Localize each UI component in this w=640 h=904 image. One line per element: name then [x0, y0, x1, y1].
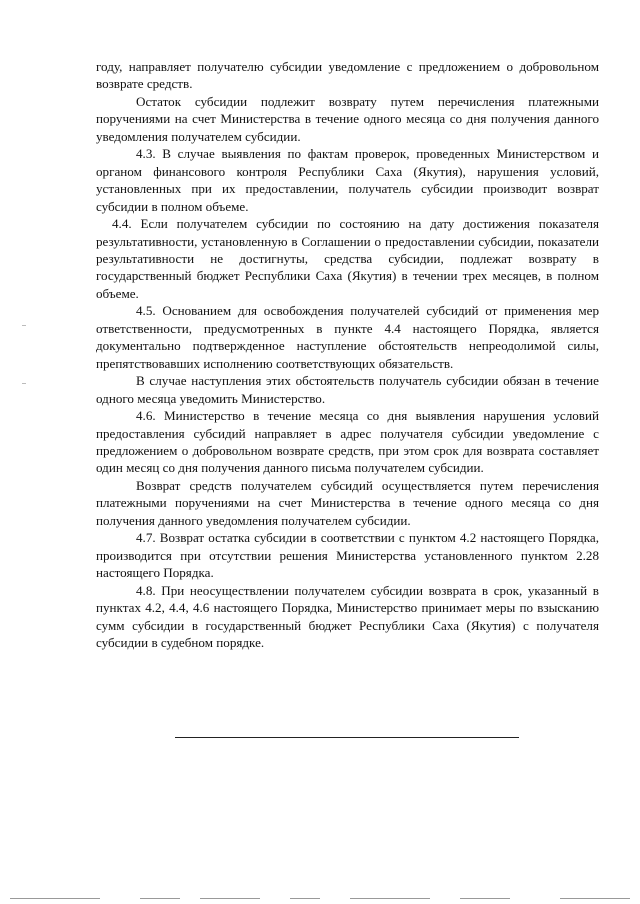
paragraph-4-6-return: Возврат средств получателем субсидий осуществляется путем перечисления платежными поручениями на счет Министерства в течение одного месяца со дня получения данного уведомления получателем субсидии.: [96, 477, 599, 528]
paragraph-4-5-notice: В случае наступления этих обстоятельств получатель субсидии обязан в течение одного месяца уведомить Министерство.: [96, 373, 599, 406]
scan-margin-mark: [22, 325, 26, 326]
scan-margin-mark: [22, 383, 26, 384]
document-body: [96, 58, 599, 651]
paragraph-4-4: 4.4. Если получателем субсидии по состоянию на дату достижения показателя результативности, установленную в Соглашении о предоставлении субсидии, показатели результативности не достигнуты, средства субсидии, подлежат возврату в государственный бюджет Республики Саха (Якутия) в течении трех месяцев, в полном объеме.: [96, 216, 599, 301]
scan-bottom-edge: [0, 898, 640, 900]
paragraph-4-3: 4.3. В случае выявления по фактам проверок, проведенных Министерством и органом финансового контроля Республики Саха (Якутия), нарушения условий, установленных при их предоставлении, получатель субсидии производит возврат субсидии в полном объеме.: [96, 146, 599, 214]
paragraph-4-7: 4.7. Возврат остатка субсидии в соответствии с пунктом 4.2 настоящего Порядка, производится при отсутствии решения Министерства установленного пунктом 2.28 настоящего Порядка.: [96, 530, 599, 581]
paragraph-continuation: году, направляет получателю субсидии уведомление с предложением о добровольном возврате средств.: [96, 59, 599, 92]
paragraph-4-8: 4.8. При неосуществлении получателем субсидии возврата в срок, указанный в пунктах 4.2, 4.4, 4.6 настоящего Порядка, Министерство принимает меры по взысканию сумм субсидии в государственный бюджет Республики Саха (Якутия) с получателя субсидии в судебном порядке.: [96, 582, 599, 650]
paragraph-subsidy-remainder: Остаток субсидии подлежит возврату путем перечисления платежными поручениями на счет Министерства в течение одного месяца со дня получения данного уведомления получателем субсидии.: [96, 93, 599, 144]
paragraph-4-6: 4.6. Министерство в течение месяца со дня выявления нарушения условий предоставления субсидий направляет в адрес получателя субсидии уведомление с предложением о добровольном возврате средств, при этом срок для возврата составляет один месяц со дня получения данного письма получателем субсидии.: [96, 408, 599, 476]
end-of-document-rule: [175, 737, 519, 738]
paragraph-4-5: 4.5. Основанием для освобождения получателей субсидий от применения мер ответственности, предусмотренных в пункте 4.4 настоящего Порядка, является документально подтвержденное наступление обстоятельств непреодолимой силы, препятствовавших исполнению соответствующих обязательств.: [96, 303, 599, 371]
